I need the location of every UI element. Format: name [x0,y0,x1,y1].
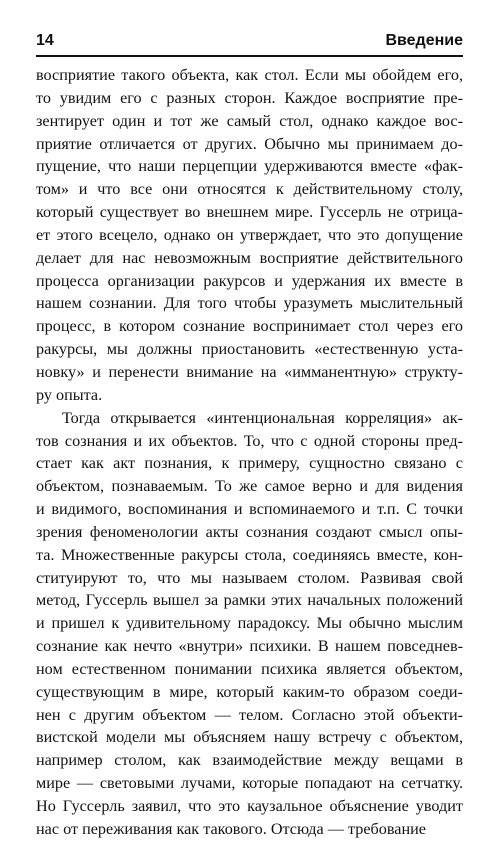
text-line: приятие отличается от других. Обычно мы принимаем до- [36,134,463,153]
text-line: том» и что все они относятся к действительному столу, [36,180,463,199]
text-line: сознание как нечто «внутри» психики. В нашем повседнев- [36,637,463,656]
header-rule [36,55,463,57]
text-line: стает как акт познания, к примеру, сущностно связано с [36,454,463,473]
text-line: тов сознания и их объектов. То, что с одной стороны пред- [36,431,463,450]
section-title: Введение [385,32,463,49]
text-line: нен с другим объектом — телом. Согласно этой объекти- [36,705,463,724]
paragraph [36,407,463,841]
text-line: ру опыта. [36,385,103,404]
text-line: существующим в мире, который каким-то образом соеди- [36,682,463,701]
text-line: ракурсы, мы должны приостановить «естественную уста- [36,340,463,359]
text-line: нашем сознании. Для того чтобы уразуметь мыслительный [36,294,463,313]
text-line: и видимого, воспоминания и вспоминаемого и т.п. С точки [36,500,463,519]
text-line: метод, Гуссерль вышел за рамки этих начальных положений [36,591,463,610]
text-line: новку» и перенести внимание на «имманентную» структу- [36,362,463,381]
body-text [36,64,463,841]
text-line: Но Гуссерль заявил, что это каузальное объяснение уводит [36,797,463,815]
paragraph [36,64,463,407]
text-line: например столом, как взаимодействие между вещами в [36,751,463,770]
text-line: та. Множественные ракурсы стола, соединяясь вместе, кон- [36,545,463,564]
text-line: процесс, в котором сознание воспринимает стол через его [36,317,463,336]
text-line: который существует во внешнем мире. Гуссерль не отрица- [36,203,463,222]
text-line: восприятие такого объекта, как стол. Если мы обойдем его, [36,66,463,84]
page-number: 14 [36,32,54,49]
text-line: ституируют то, что мы называем столом. Развивая свой [36,568,463,587]
text-line: зентирует один и тот же самый стол, однако каждое вос- [36,111,463,130]
text-line: ет этого всецело, однако он утверждает, что это допущение [36,225,463,244]
running-head [36,30,463,52]
text-line: зрения феноменологии акты сознания создают смысл опы- [36,522,463,541]
text-line: процесса организации ракурсов и удержания их вместе в [36,271,463,290]
text-line: объектом, познаваемым. То же самое верно и для видения [36,477,463,496]
text-line: мире — световыми лучами, которые попадают на сетчатку. [36,774,463,793]
text-line: вистской модели мы объясняем нашу встречу с объектом, [36,728,463,747]
text-line: ном естественном понимании психика является объектом, [36,659,463,678]
text-line: и пришел к удивительному парадоксу. Мы обычно мыслим [36,614,463,633]
text-line: делает для нас невозможным восприятие действительного [36,248,463,267]
text-line: нас от переживания как такового. Отсюда — требование [36,819,426,838]
text-line: пущение, что наши перцепции удерживаются вместе «фак- [36,157,463,176]
text-line: Тогда открывается «интенциональная корреляция» ак- [62,408,463,427]
text-line: то увидим его с разных сторон. Каждое восприятие пре- [36,88,463,107]
